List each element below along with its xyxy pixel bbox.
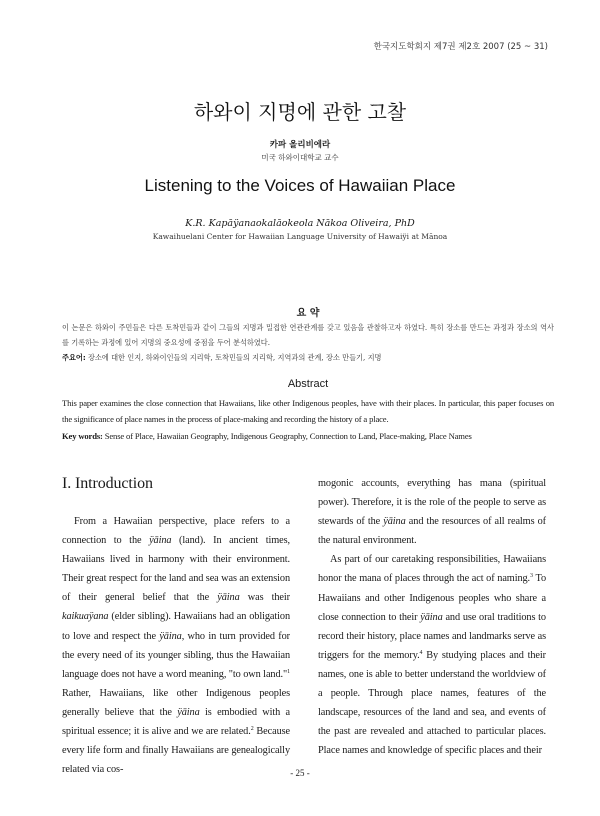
footnote-marker: 4 [419, 649, 423, 656]
english-keywords-list: Sense of Place, Hawaiian Geography, Indigenous Geography, Connection to Land, Place-making, Place Names [102, 431, 472, 441]
korean-abstract-heading: 요 약 [296, 308, 320, 319]
author-affiliation-korean: 미국 하와이대학교 교수 [261, 153, 339, 162]
page-number: - 25 - [290, 768, 310, 778]
english-abstract-text: This paper examines the close connection that Hawaiians, like other Indigenous peoples, have with their places. In particular, this paper focuses on the significance of place names in the process of place-making and recording the history of a place. [62, 398, 554, 424]
korean-abstract-text: 이 논문은 하와이 주민들은 다른 토착민들과 같이 그들의 지명과 밀접한 연관관계를 갖고 있음을 관찰하고자 하였다. 특히 장소를 만드는 과정과 장소의 역사를 기록하는 과정에 있어 지명의 중요성에 중점을 두어 분석하였다. [62, 323, 554, 347]
right-column [318, 474, 546, 760]
english-keywords [62, 428, 554, 444]
korean-keywords-list: 장소에 대한 인지, 하와이인들의 지리학, 토착민들의 지리학, 지역과의 관계, 장소 만들기, 지명 [85, 353, 382, 362]
paper-title-korean: 하와이 지명에 관한 고찰 [193, 100, 407, 124]
author-affiliation-english: Kawaihuelani Center for Hawaiian Language University of Hawaiÿi at Mānoa [152, 232, 448, 241]
left-column [62, 474, 290, 779]
korean-keywords-label: 주요어: [62, 353, 86, 362]
footnote-marker: 3 [530, 573, 533, 580]
section-heading-introduction: I. Introduction [62, 475, 153, 492]
journal-header: 한국지도학회지 제7권 제2호 2007 (25 ~ 31) [373, 42, 548, 52]
korean-keywords [62, 350, 554, 365]
intro-paragraph-2: As part of our caretaking responsibilities, Hawaiians honor the mana of places through the act of naming.$^3$ To Hawaiians and other Indigenous peoples who share a close connection to their ÿāina and use oral traditions to record their history, place names and landmarks serve as triggers for the memory.$^4$ By studying places and their names, one is able to better understand the worldview of a people. Through place names, features of the landscape, resources of the land and sea, and events of the past are revealed and attached to particular places. Place names and knowledge of specific places and their [318, 554, 546, 757]
footnote-marker: 2 [250, 726, 254, 733]
author-name-korean: 카파 올리비에라 [269, 140, 331, 150]
intro-paragraph-1-continued: mogonic accounts, everything has mana (spiritual power). Therefore, it is the role of the people to serve as stewards of the ÿāina and the resources of all realms of the natural environment. [318, 478, 546, 547]
author-name-english: K.R. Kapāÿanaokalāokeola Nākoa Oliveira, PhD [185, 218, 415, 229]
paper-title-english: Listening to the Voices of Hawaiian Place [144, 176, 456, 195]
intro-paragraph-1: From a Hawaiian perspective, place refers to a connection to the ÿāina (land). In ancient times, Hawaiians lived in harmony with their environment. Their great respect for the land and sea was an extension of their general belief that the ÿāina was their kaikuaÿana (elder sibling). Hawaiians had an obligation to love and respect the ÿāina, who in turn provided for the every need of its younger sibling, thus the Hawaiian language does not have a word meaning, "to own land."$^1$ Rather, Hawaiians, like other Indigenous peoples generally believe that the ÿāina is embodied with a spiritual essence; it is alive and we are related.$^2$ Because every life form and finally Hawaiians are genealogically related via cos- [62, 516, 291, 776]
english-keywords-label: Key words: [62, 431, 103, 441]
english-abstract-heading: Abstract [287, 378, 329, 390]
footnote-marker: 1 [287, 668, 290, 675]
